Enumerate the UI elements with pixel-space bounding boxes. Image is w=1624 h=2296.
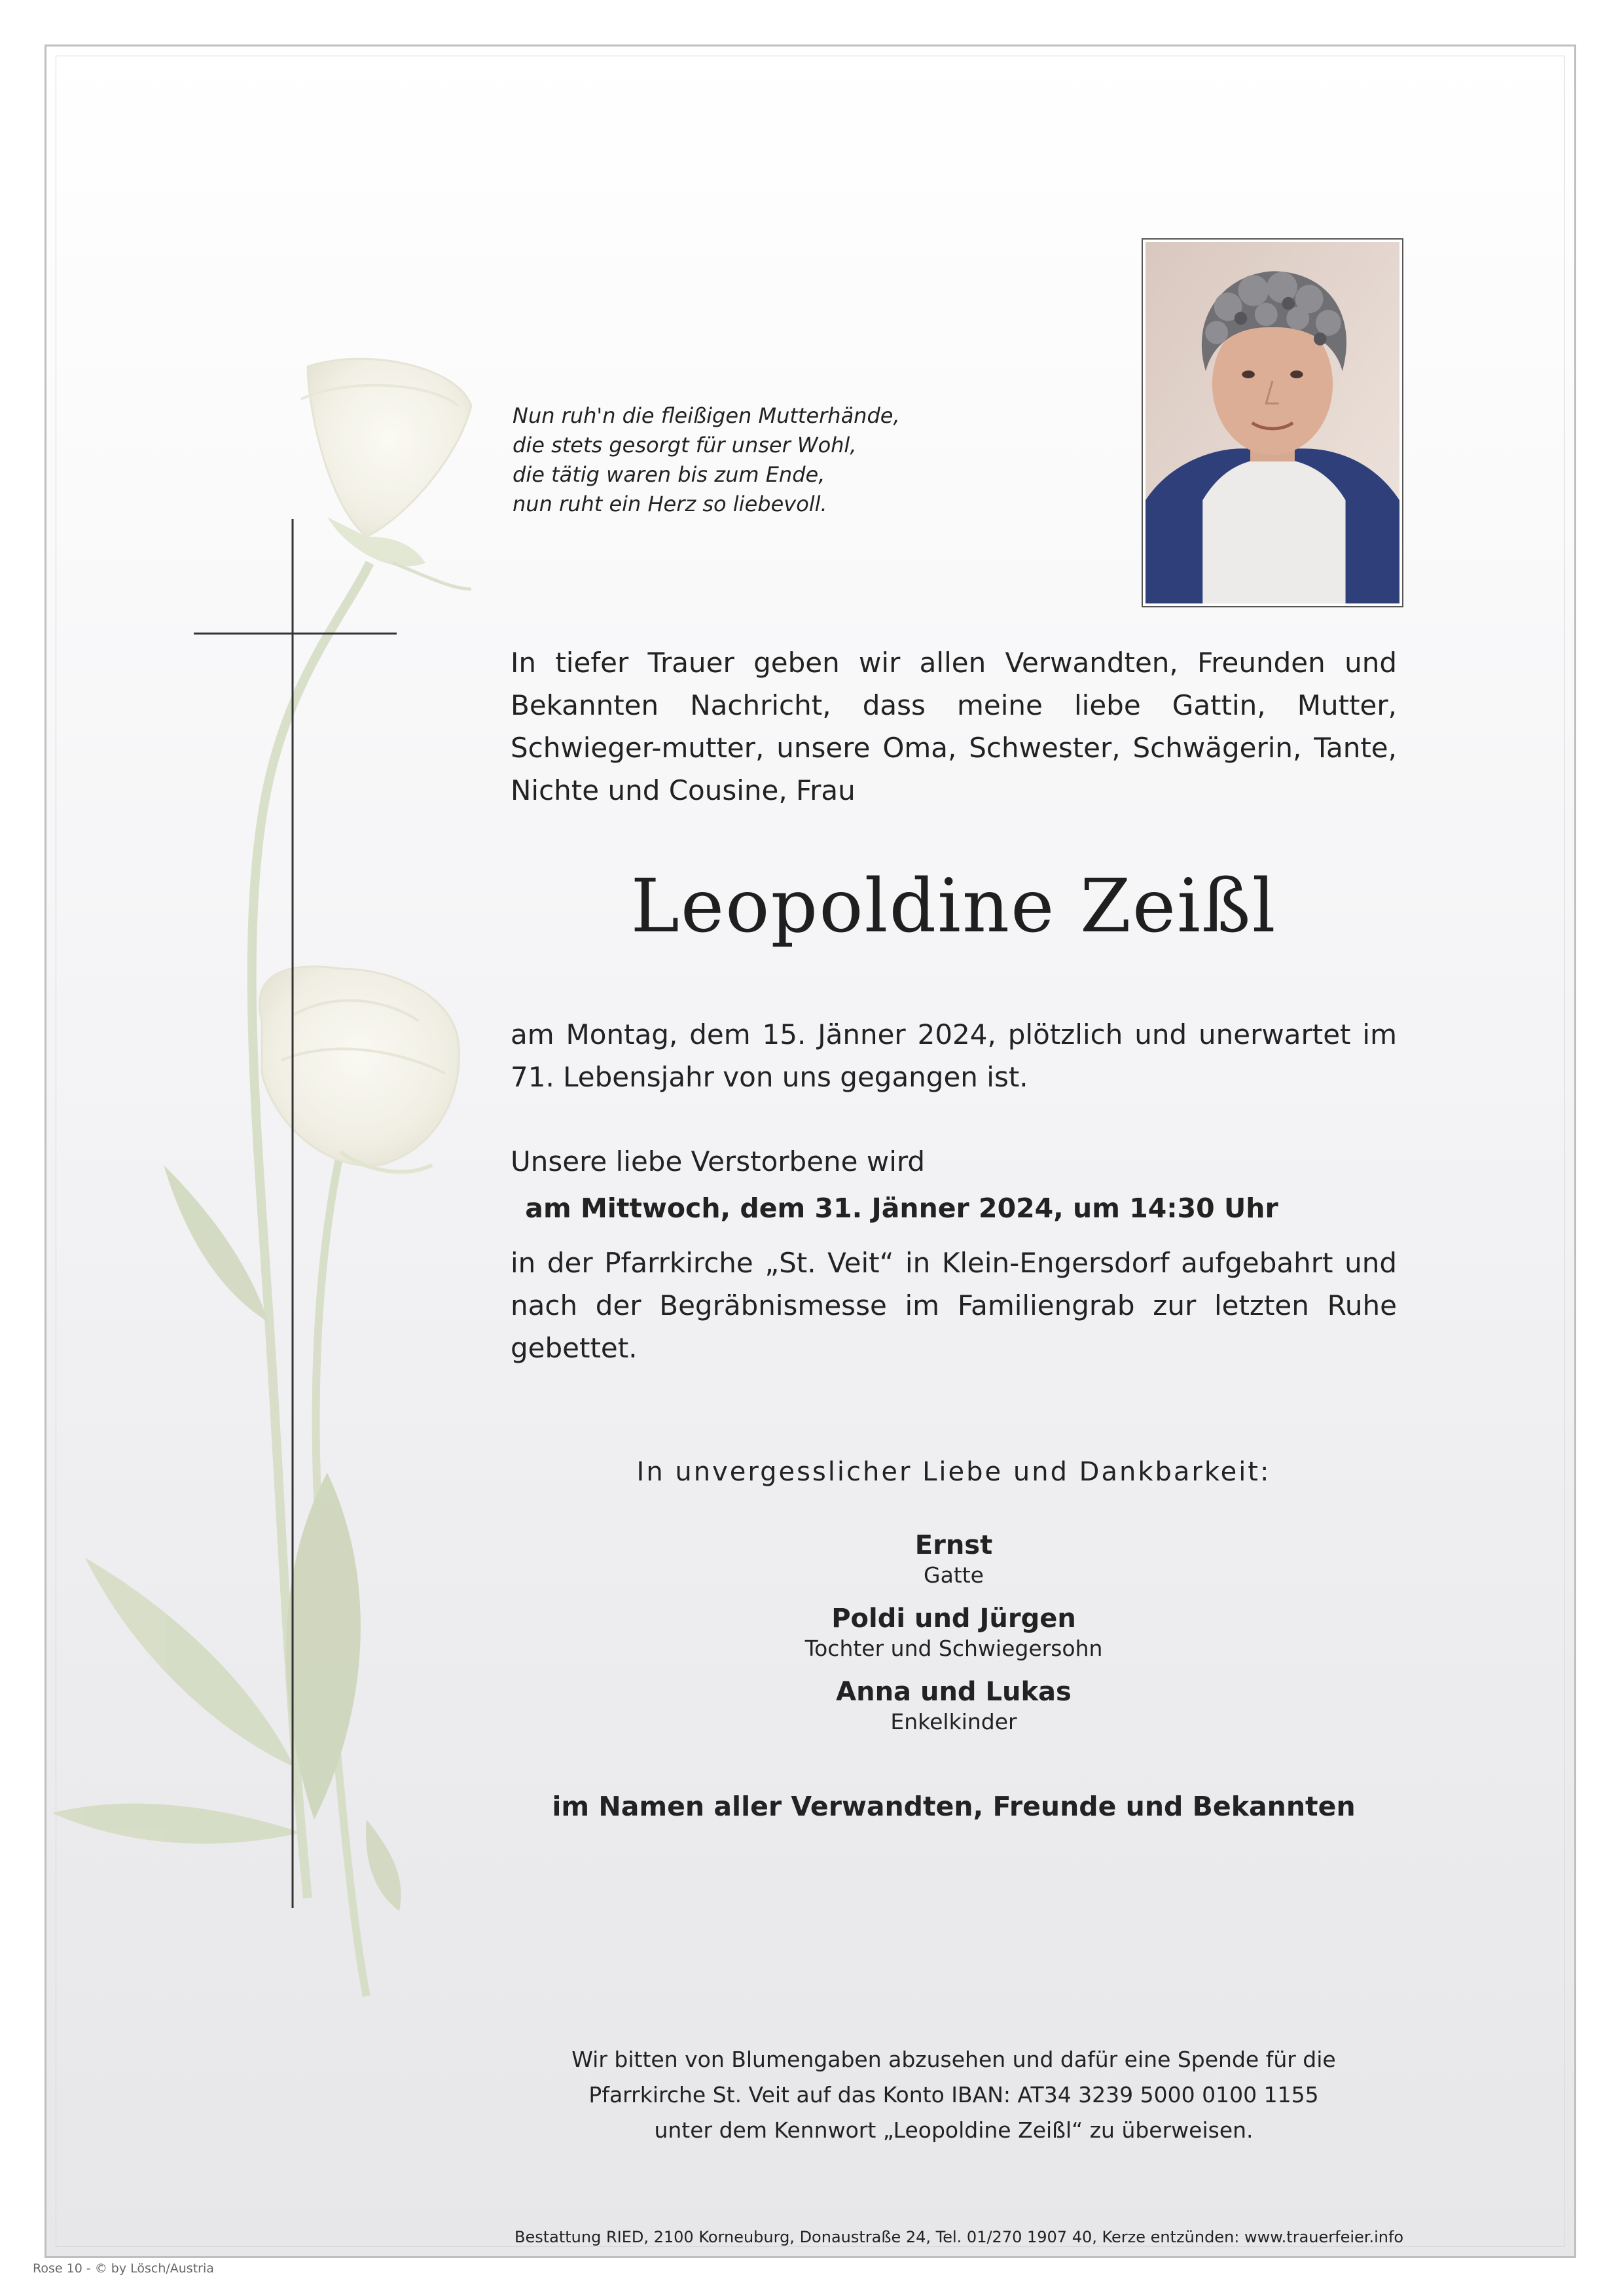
poem-line: die stets gesorgt für unser Wohl, [513, 433, 857, 457]
poem-line: die tätig waren bis zum Ende, [513, 462, 825, 487]
signer-role: Gatte [924, 1562, 984, 1588]
leaf [366, 1820, 401, 1911]
rose-bloom-lower [260, 967, 460, 1172]
funeral-home-imprint: Bestattung RIED, 2100 Korneuburg, Donaustraße 24, Tel. 01/270 1907 40, Kerze entzünden: www.trauerfeier.info [514, 2228, 1404, 2246]
signer-role: Tochter und Schwiegersohn [804, 1636, 1103, 1661]
leaf [52, 1804, 301, 1844]
portrait-image [1146, 242, 1399, 603]
poem-line: Nun ruh'n die fleißigen Mutterhände, [513, 403, 900, 428]
death-notice: am Montag, dem 15. Jänner 2024, plötzlich und unerwartet im 71. Lebensjahr von uns gegangen ist. [511, 1018, 1397, 1093]
leaf [164, 1165, 268, 1322]
signer-role: Enkelkinder [890, 1709, 1017, 1734]
donation-line: Pfarrkirche St. Veit auf das Konto IBAN: AT34 3239 5000 0100 1155 [588, 2082, 1319, 2108]
template-copyright: Rose 10 - © by Lösch/Austria [33, 2261, 214, 2276]
announcement-text: In tiefer Trauer geben wir allen Verwandten, Freunden und Bekannten Nachricht, dass meine liebe Gattin, Mutter, Schwieger-mutter, unsere Oma, Schwester, Schwägerin, Tante, Nichte und Cousine, Frau [511, 647, 1397, 806]
signature-title: In unvergesslicher Liebe und Dankbarkeit: [636, 1457, 1271, 1487]
funeral-date: am Mittwoch, dem 31. Jänner 2024, um 14:30 Uhr [525, 1193, 1278, 1224]
signer-name: Ernst [914, 1530, 993, 1560]
funeral-details: in der Pfarrkirche „St. Veit“ in Klein-Engersdorf aufgebahrt und nach der Begräbnismesse im Familiengrab zur letzten Ruhe gebettet. [511, 1247, 1397, 1364]
poem [513, 401, 971, 519]
rose-bud-upper [301, 359, 471, 589]
deceased-name: Leopoldine Zeißl [630, 864, 1277, 949]
donation-request [497, 2042, 1410, 2148]
portrait-photo [1142, 238, 1403, 607]
funeral-intro: Unsere liebe Verstorbene wird [511, 1145, 926, 1177]
donation-line: Wir bitten von Blumengaben abzusehen und dafür eine Spende für die [571, 2047, 1336, 2072]
closing-line: im Namen aller Verwandten, Freunde und Bekannten [552, 1791, 1356, 1822]
signer-name: Poldi und Jürgen [831, 1604, 1076, 1634]
leaf [85, 1558, 295, 1767]
signer-name: Anna und Lukas [836, 1677, 1072, 1707]
poem-line: nun ruht ein Herz so liebevoll. [513, 492, 827, 516]
donation-line: unter dem Kennwort „Leopoldine Zeißl“ zu überweisen. [654, 2117, 1254, 2143]
